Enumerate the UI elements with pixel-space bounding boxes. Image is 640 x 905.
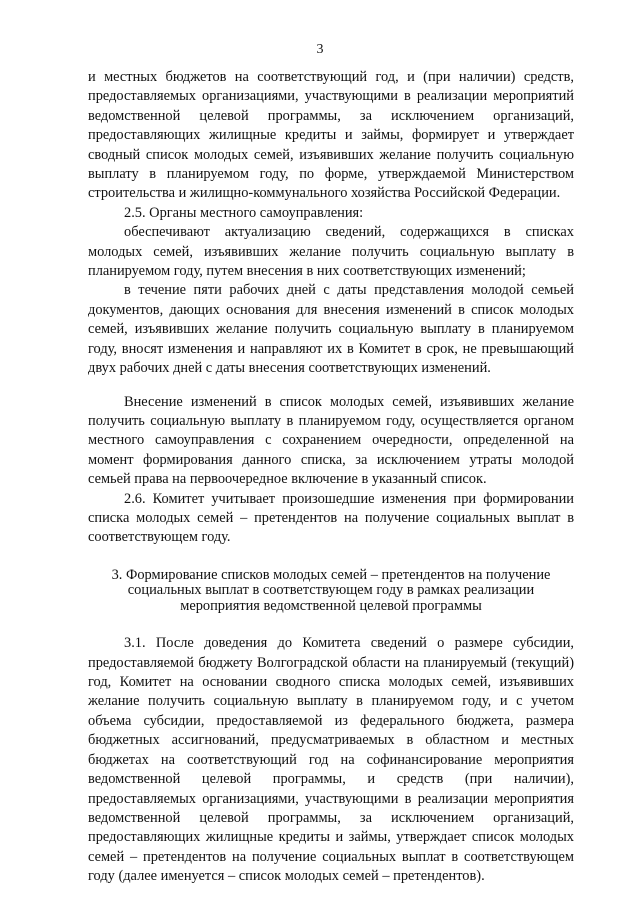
paragraph-actualization: обеспечивают актуализацию сведений, содержащихся в списках молодых семей, изъявивших желание получить социальную выплату в планируемом году, путем внесения в них соответствующих изменений; [88,224,574,280]
paragraph-2-5: 2.5. Органы местного самоуправления: [124,204,364,221]
section-3-heading: 3. Формирование списков молодых семей – претендентов на получение социальных выплат в соответствующем году в рамках реализации мероприятия ведомственной целевой программы [111,566,551,614]
paragraph-2-6: 2.6. Комитет учитывает произошедшие изменения при формировании списка молодых семей – претендентов на получение социальных выплат в соответствующем году. [88,490,574,546]
spacer [88,379,574,393]
page-number: 3 [316,42,324,57]
spacer [88,614,574,634]
spacer [88,548,574,568]
paragraph-3-1: 3.1. После доведения до Комитета сведений о размере субсидии, предоставляемой бюджету Волгоградской области на планируемый (текущий) год, Комитет на основании сводного списка молодых семей, изъявивших желание получить социальную выплату в планируемом году, и с учетом объема субсидии, предоставляемой из федерального бюджета, размера бюджетных ассигнований, предусматриваемых в областном и местных бюджетах на соответствующий год на софинансирование мероприятия ведомственной целевой программы, и средств (при наличии), предоставляемых организациями, участвующими в реализации мероприятия ведомственной целевой программы, за исключением организаций, предоставляющих жилищные кредиты и займы, утверждает список молодых семей – претендентов на получение социальных выплат в соответствующем году (далее именуется – список молодых семей – претендентов). [88,635,574,885]
paragraph-five-days: в течение пяти рабочих дней с даты представления молодой семьей документов, дающих основания для внесения изменений в список молодых семей, изъявивших желание получить социальную выплату в планируемом году, вносят изменения и направляют их в Комитет в срок, не превышающий двух рабочих дней с даты внесения соответствующих изменений. [88,282,574,377]
document-body [88,68,574,887]
paragraph-changes: Внесение изменений в список молодых семей, изъявивших желание получить социальную выплату в планируемом году, осуществляется органом местного самоуправления с сохранением очередности, определенной на момент формирования данного списка, за исключением утраты молодой семьей права на первоочередное включение в указанный список. [88,393,574,488]
paragraph-continuation: и местных бюджетов на соответствующий год, и (при наличии) средств, предоставляемых организациями, участвующими в реализации мероприятий ведомственной целевой программы, за исключением организаций, предоставляющих жилищные кредиты и займы, формирует и утверждает сводный список молодых семей, изъявивших желание получить социальную выплату в планируемом году, по форме, утверждаемой Министерством строительства и жилищно-коммунального хозяйства Российской Федерации. [88,69,574,202]
